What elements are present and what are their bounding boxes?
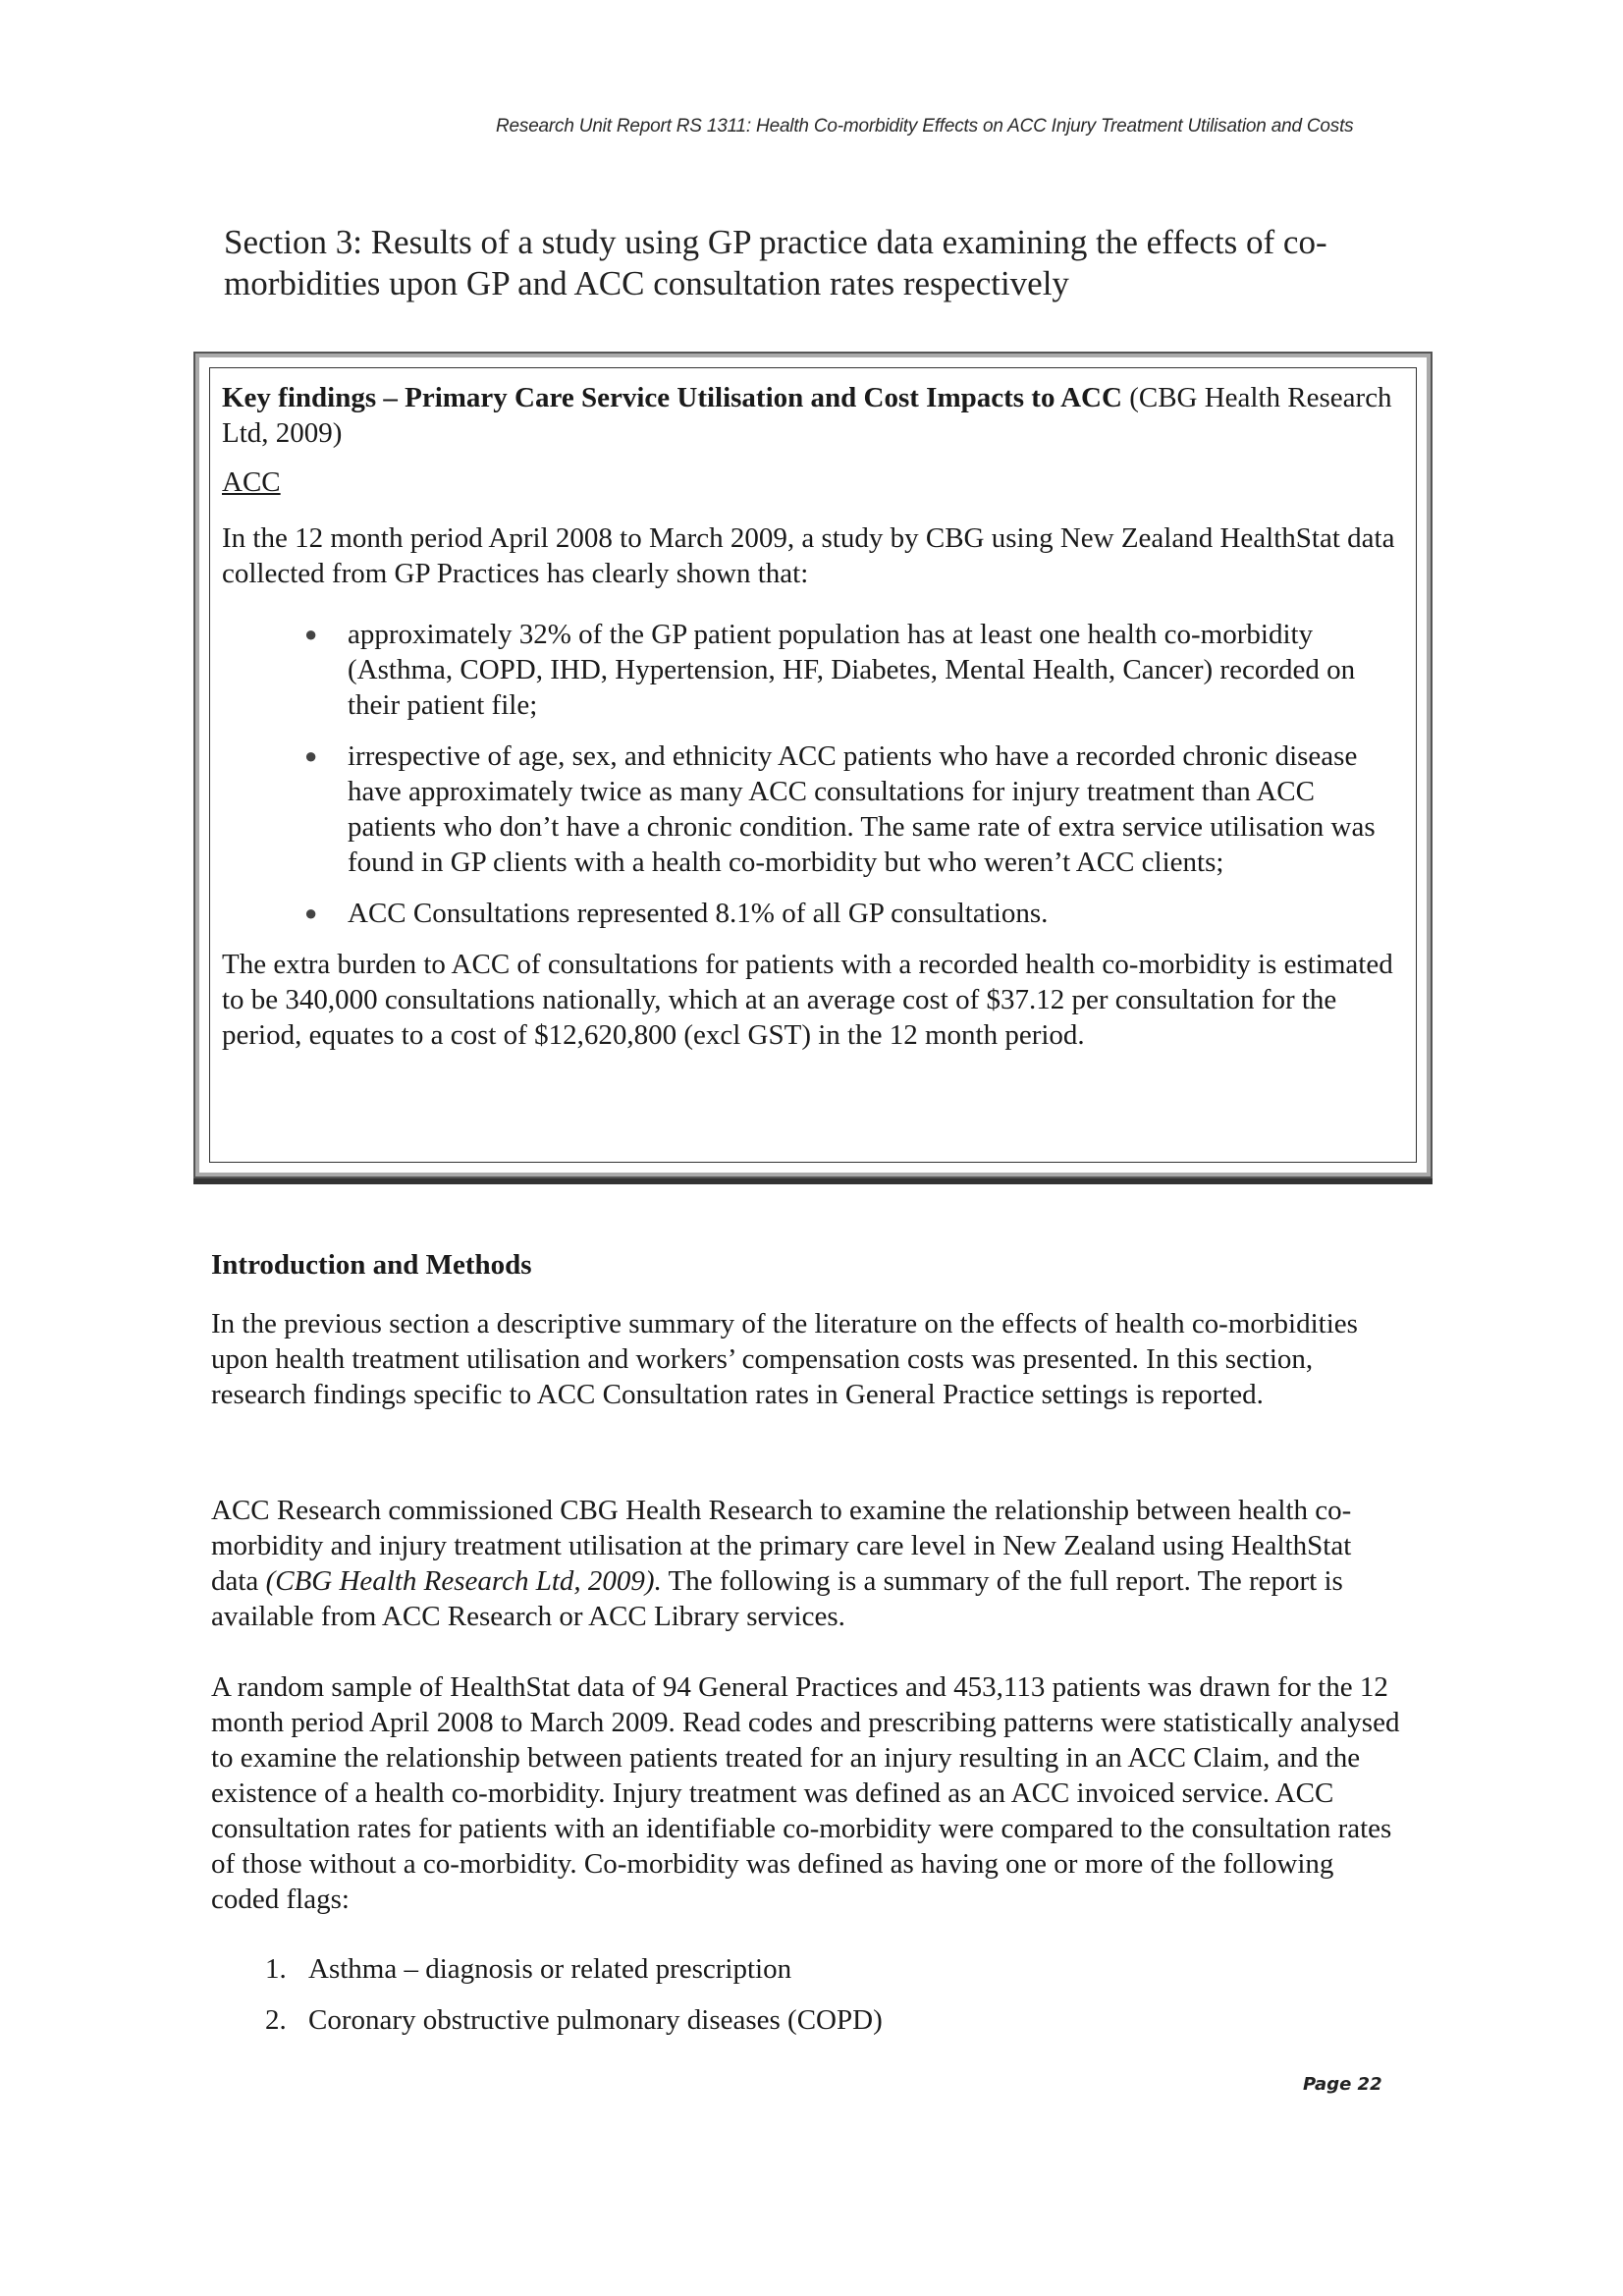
key-findings-conclusion: The extra burden to ACC of consultations for patients with a recorded health co-morbidity is estimated to be 340,000 consultations nationally, which at an average cost of $37.12 per consultation for the period, equates to a cost of $12,620,800 (excl GST) in the 12 month period. bbox=[222, 949, 1393, 1051]
running-header: Research Unit Report RS 1311: Health Co-morbidity Effects on ACC Injury Treatment Utilisation and Costs bbox=[496, 116, 1354, 137]
intro-paragraph-2 bbox=[211, 1493, 1404, 1634]
list-item bbox=[222, 738, 1400, 880]
key-findings-intro: In the 12 month period April 2008 to March 2009, a study by CBG using New Zealand HealthStat data collected from GP Practices has clearly shown that: bbox=[222, 522, 1395, 589]
list-item-text: irrespective of age, sex, and ethnicity ACC patients who have a recorded chronic disease have approximately twice as many ACC consultations for injury treatment than ACC patients who don’t have a chronic condition. The same rate of extra service utilisation was found in GP clients with a health co-morbidity but who weren’t ACC clients; bbox=[348, 740, 1376, 878]
section-title: Section 3: Results of a study using GP practice data examining the effects of co-morbidities upon GP and ACC consultation rates respectively bbox=[224, 223, 1327, 302]
page-number: Page 22 bbox=[1303, 2074, 1382, 2095]
list-item bbox=[265, 1951, 883, 1987]
list-item-text: approximately 32% of the GP patient population has at least one health co-morbidity (Asthma, COPD, IHD, Hypertension, HF, Diabetes, Mental Health, Cancer) recorded on their patient file; bbox=[348, 619, 1356, 721]
intro-paragraph-1: In the previous section a descriptive summary of the literature on the effects of health co-morbidities upon health treatment utilisation and workers’ compensation costs was presented. In this section, research findings specific to ACC Consultation rates in General Practice settings is reported. bbox=[211, 1308, 1358, 1410]
bullet-icon: ● bbox=[304, 622, 318, 646]
key-findings-subheading: ACC bbox=[222, 466, 281, 498]
intro-paragraph-2-text-b: The following is a summary of the full report. The report is available from ACC Research or ACC Library services. bbox=[211, 1565, 1343, 1632]
bullet-icon: ● bbox=[304, 743, 318, 768]
key-findings-title-bold: Key findings – Primary Care Service Utilisation and Cost Impacts to ACC bbox=[222, 382, 1122, 413]
list-item-text: ACC Consultations represented 8.1% of all GP consultations. bbox=[348, 898, 1049, 929]
key-findings-title bbox=[222, 380, 1400, 451]
bullet-icon: ● bbox=[304, 901, 318, 925]
list-item-number: 1. bbox=[265, 1953, 287, 1985]
key-findings-title-citation: (CBG Health Research Ltd, 2009) bbox=[222, 382, 1392, 449]
key-findings-inner bbox=[209, 367, 1417, 1163]
key-findings-box bbox=[193, 352, 1433, 1178]
key-findings-list bbox=[222, 617, 1400, 931]
intro-paragraph-2-text-a: ACC Research commissioned CBG Health Research to examine the relationship between health co-morbidity and injury treatment utilisation at the primary care level in New Zealand using HealthStat data bbox=[211, 1495, 1352, 1597]
comorbidity-flags-list bbox=[265, 1951, 883, 2053]
list-item-text: Asthma – diagnosis or related prescription bbox=[308, 1953, 792, 1985]
list-item bbox=[265, 2002, 883, 2038]
intro-methods-heading: Introduction and Methods bbox=[211, 1249, 532, 1281]
list-item-number: 2. bbox=[265, 2004, 287, 2036]
citation: (CBG Health Research Ltd, 2009). bbox=[265, 1565, 662, 1597]
intro-paragraph-3: A random sample of HealthStat data of 94 General Practices and 453,113 patients was drawn for the 12 month period April 2008 to March 2009. Read codes and prescribing patterns were statistically analysed to examine the relationship between patients treated for an injury resulting in an ACC Claim, and the existence of a health co-morbidity. Injury treatment was defined as an ACC invoiced service. ACC consultation rates for patients with an identifiable co-morbidity were compared to the consultation rates of those without a co-morbidity. Co-morbidity was defined as having one or more of the following coded flags: bbox=[211, 1671, 1400, 1915]
list-item bbox=[222, 617, 1400, 723]
list-item bbox=[222, 896, 1400, 931]
list-item-text: Coronary obstructive pulmonary diseases (COPD) bbox=[308, 2004, 883, 2036]
